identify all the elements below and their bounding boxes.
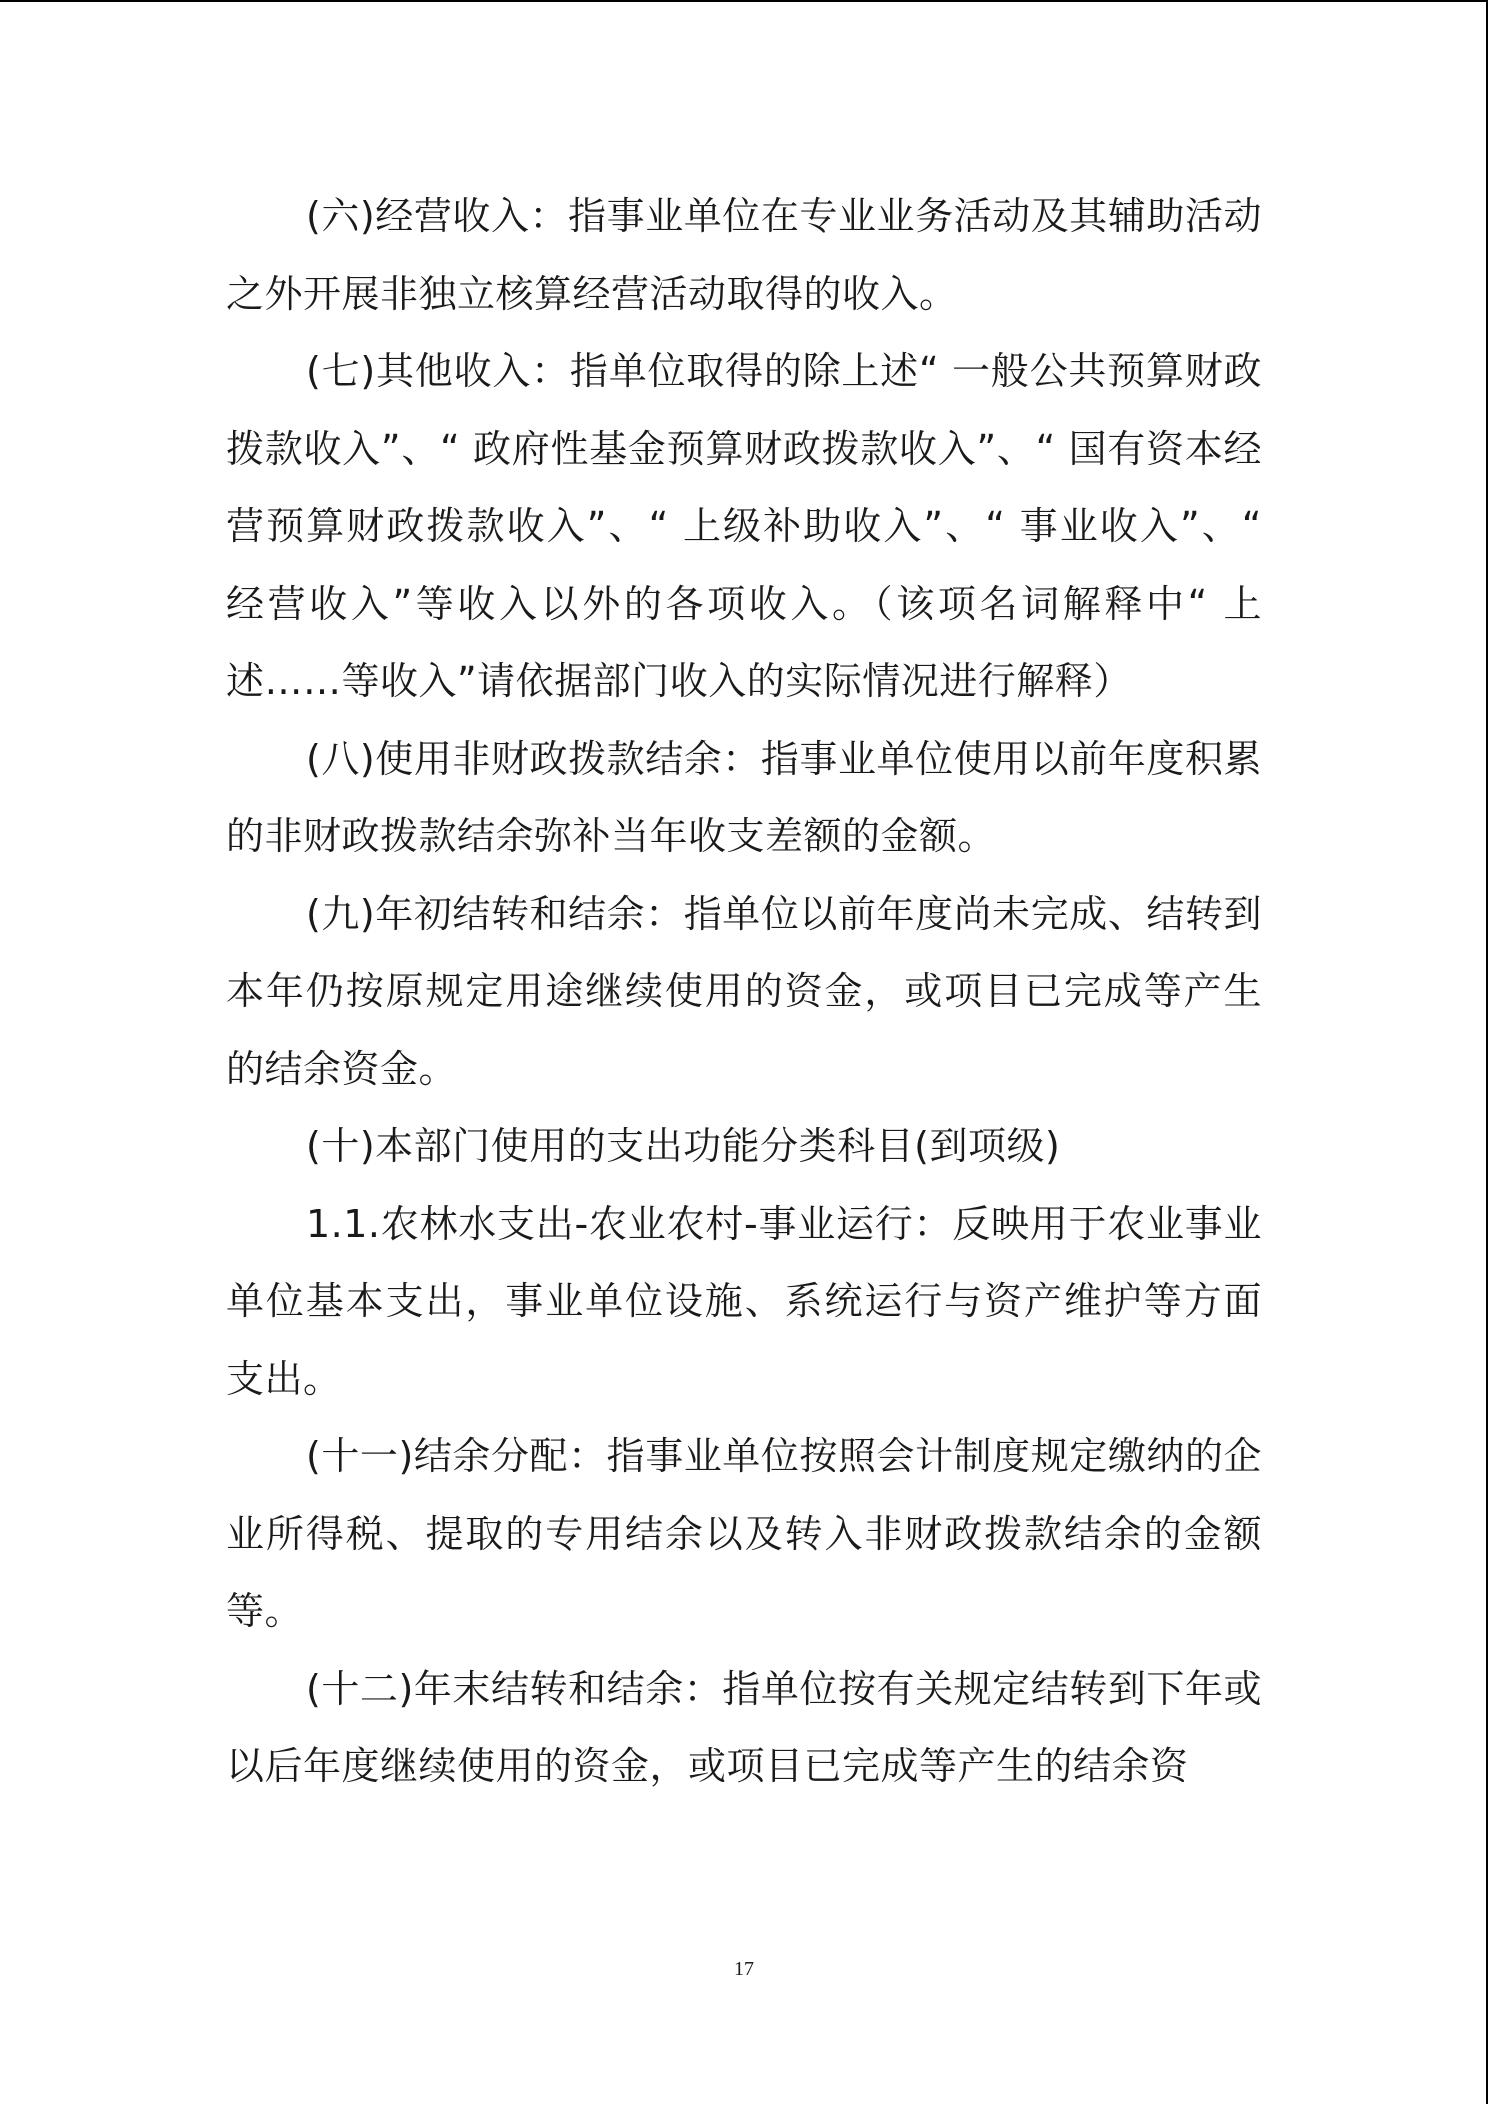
- page-number: 17: [734, 1958, 754, 1980]
- paragraph-operating-income: (六)经营收入：指事业单位在专业业务活动及其辅助活动之外开展非独立核算经营活动取得的收入。: [226, 194, 1262, 316]
- paragraph-agriculture-operation: 1.1.农林水支出-农业农村-事业运行：反映用于农业事业单位基本支出，事业单位设施、系统运行与资产维护等方面支出。: [226, 1201, 1262, 1401]
- paragraph-surplus-distribution: (十一)结余分配：指事业单位按照会计制度规定缴纳的企业所得税、提取的专用结余以及转入非财政拨款结余的金额等。: [226, 1434, 1262, 1633]
- paragraph-expenditure-classification: (十)本部门使用的支出功能分类科目(到项级): [306, 1124, 1061, 1168]
- paragraph-opening-carryover: (九)年初结转和结余：指单位以前年度尚未完成、结转到本年仍按原规定用途继续使用的资金，或项目已完成等产生的结余资金。: [226, 891, 1262, 1091]
- paragraph-other-income: (七)其他收入：指单位取得的除上述“ 一般公共预算财政拨款收入”、“ 政府性基金预算财政拨款收入”、“ 国有资本经营预算财政拨款收入”、“ 上级补助收入”、“ 事业收入”、“ 经营收入”等收入以外的各项收入。（该项名词解释中“ 上述……等收入”请依据部门收入的实际情况进行解释）: [226, 349, 1262, 703]
- paragraph-non-fiscal-surplus-use: (八)使用非财政拨款结余：指事业单位使用以前年度积累的非财政拨款结余弥补当年收支差额的金额。: [226, 736, 1262, 858]
- paragraph-closing-carryover: (十二)年末结转和结余：指单位按有关规定结转到下年或以后年度继续使用的资金，或项目已完成等产生的结余资: [226, 1666, 1262, 1788]
- document-body: [226, 178, 1262, 1806]
